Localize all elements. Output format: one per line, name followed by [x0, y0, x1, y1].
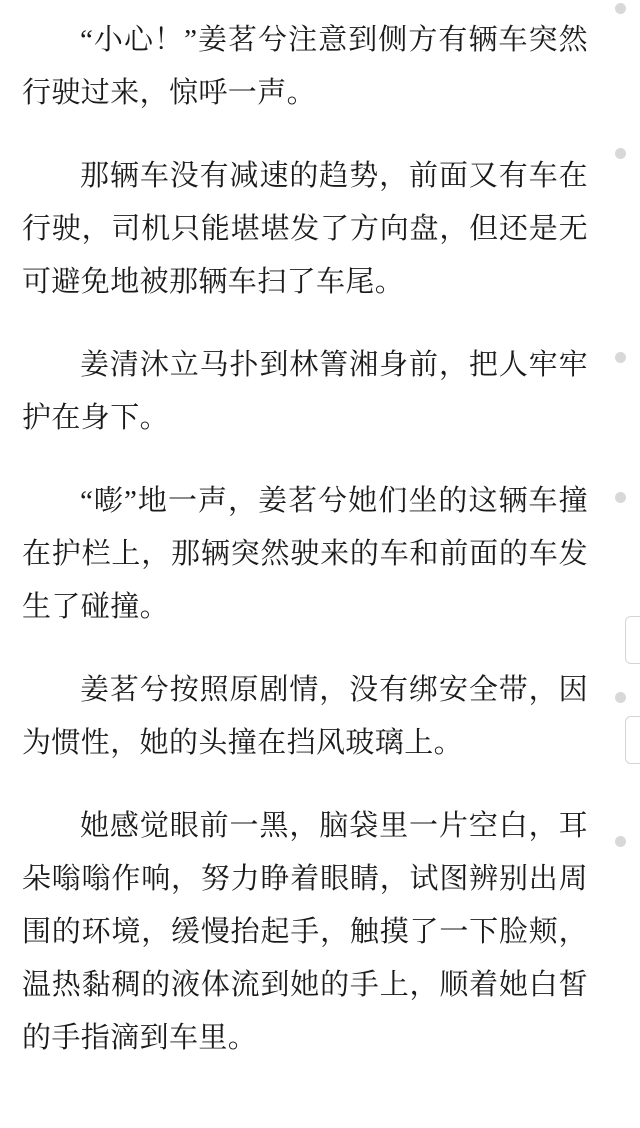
paragraph: 那辆车没有减速的趋势，前面又有车在行驶，司机只能堪堪发了方向盘，但还是无可避免地被那辆车扫了车尾。 — [22, 160, 588, 298]
paragraph: 她感觉眼前一黑，脑袋里一片空白，耳朵嗡嗡作响，努力睁着眼睛，试图辨别出周围的环境，缓慢抬起手，触摸了一下脸颊，温热黏稠的液体流到她的手上，顺着她白皙的手指滴到车里。 — [22, 810, 588, 1054]
paragraph: “小心！”姜茗兮注意到侧方有辆车突然行驶过来，惊呼一声。 — [22, 24, 588, 109]
edge-tab-upper[interactable] — [625, 616, 640, 664]
paragraph: “嘭”地一声，姜茗兮她们坐的这辆车撞在护栏上，那辆突然驶来的车和前面的车发生了碰撞。 — [22, 485, 588, 623]
paragraph: 姜清沐立马扑到林箐湘身前，把人牢牢护在身下。 — [22, 349, 588, 434]
edge-tab-lower[interactable] — [625, 716, 640, 764]
paragraph: 姜茗兮按照原剧情，没有绑安全带，因为惯性，她的头撞在挡风玻璃上。 — [22, 674, 588, 759]
